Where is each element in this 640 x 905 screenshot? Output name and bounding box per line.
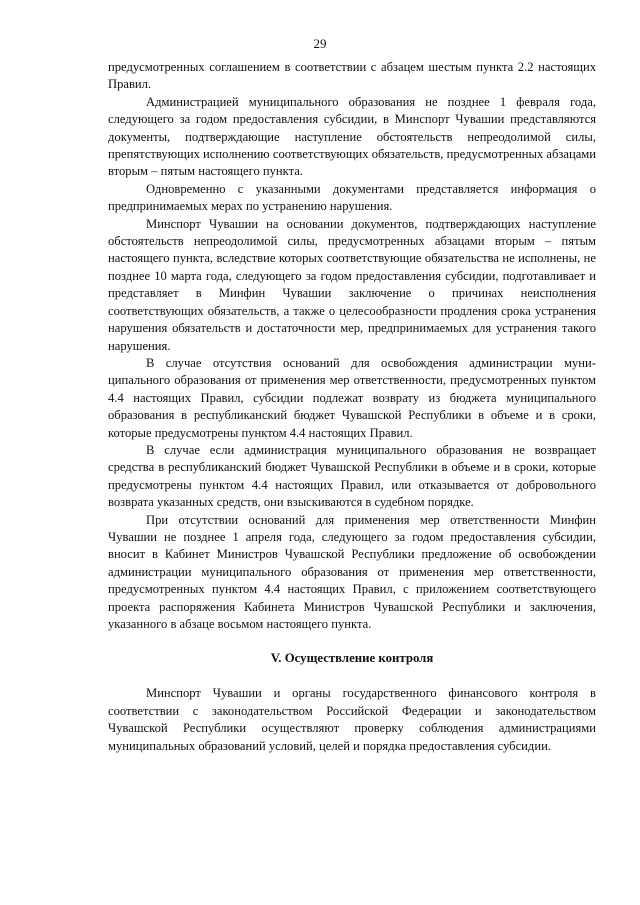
document-body [108,59,596,755]
paragraph-control: Минспорт Чувашии и органы государственного финансового контроля в соответствии с законодательством Российской Федерации и законодательством Чувашской Республики осуществляют проверку соблюдения администрациями муниципальных образований условий, целей и порядка предоставления субсидии. [108,686,596,753]
paragraph-minfin-proposal: При отсутствии оснований для применения мер ответственности Минфин Чувашии не позднее 1 апреля года, следующего за годом предоставления субсидии, вносит в Кабинет Министров Чувашской Республики предложение об освобождении администрации муниципального образования от применения мер ответственности, предусмотренных пунктом 4.4 настоящих Правил, с приложением соответствующего проекта распоряжения Кабинета Министров Чувашской Республики и заключения, указанного в абзаце восьмом настоящего пункта. [108,512,596,631]
section-heading: V. Осуществление контроля [270,651,434,666]
paragraph-measures-info: Одновременно с указанными документами представляется информация о предпринимаемых мерах по устранению нарушения. [108,181,596,214]
paragraph-subsidy-return: В случае отсутствия оснований для освобождения администрации муниципального образования от применения мер ответственности, предусмотренных пунктом 4.4 настоящих Правил, субсидии подлежат возврату из бюджета муниципального образования в республиканский бюджет Чувашской Республики в объеме и в сроки, которые предусмотрены пунктом 4.4 настоящих Правил. [108,355,596,440]
page-number: 29 [313,36,327,51]
paragraph-force-majeure-documents: Администрацией муниципального образования не позднее 1 февраля года, следующего за годом предоставления субсидии, в Минспорт Чувашии представляются документы, подтверждающие наступление обстоятельств непреодолимой силы, препятствующих исполнению соответствующих обязательств, предусмотренных абзацами вторым – пятым настоящего пункта. [108,94,596,179]
paragraph-court-recovery: В случае если администрация муниципального образования не возвращает средства в республиканский бюджет Чувашской Республики в объеме и в сроки, которые предусмотрены пунктом 4.4 настоящих Правил, или отказывается от добровольного возврата указанных средств, они взыскиваются в судебном порядке. [108,442,596,510]
paragraph-continuation: предусмотренных соглашением в соответствии с абзацем шестым пункта 2.2 настоящих Правил. [108,60,596,92]
paragraph-minsport-conclusion: Минспорт Чувашии на основании документов, подтверждающих наступление обстоятельств непреодолимой силы, предусмотренных абзацами вторым – пятым настоящего пункта, вследствие которых соответствующие обязательства не исполнены, не позднее 10 марта года, следующего за годом предоставления субсидии, подготавливает и представляет в Минфин Чувашии заключение о причинах неисполнения соответствующих обязательств, а также о целесообразности продления срока устранения нарушения обязательств и достаточности мер, предпринимаемых для устранения такого нарушения. [108,216,596,353]
